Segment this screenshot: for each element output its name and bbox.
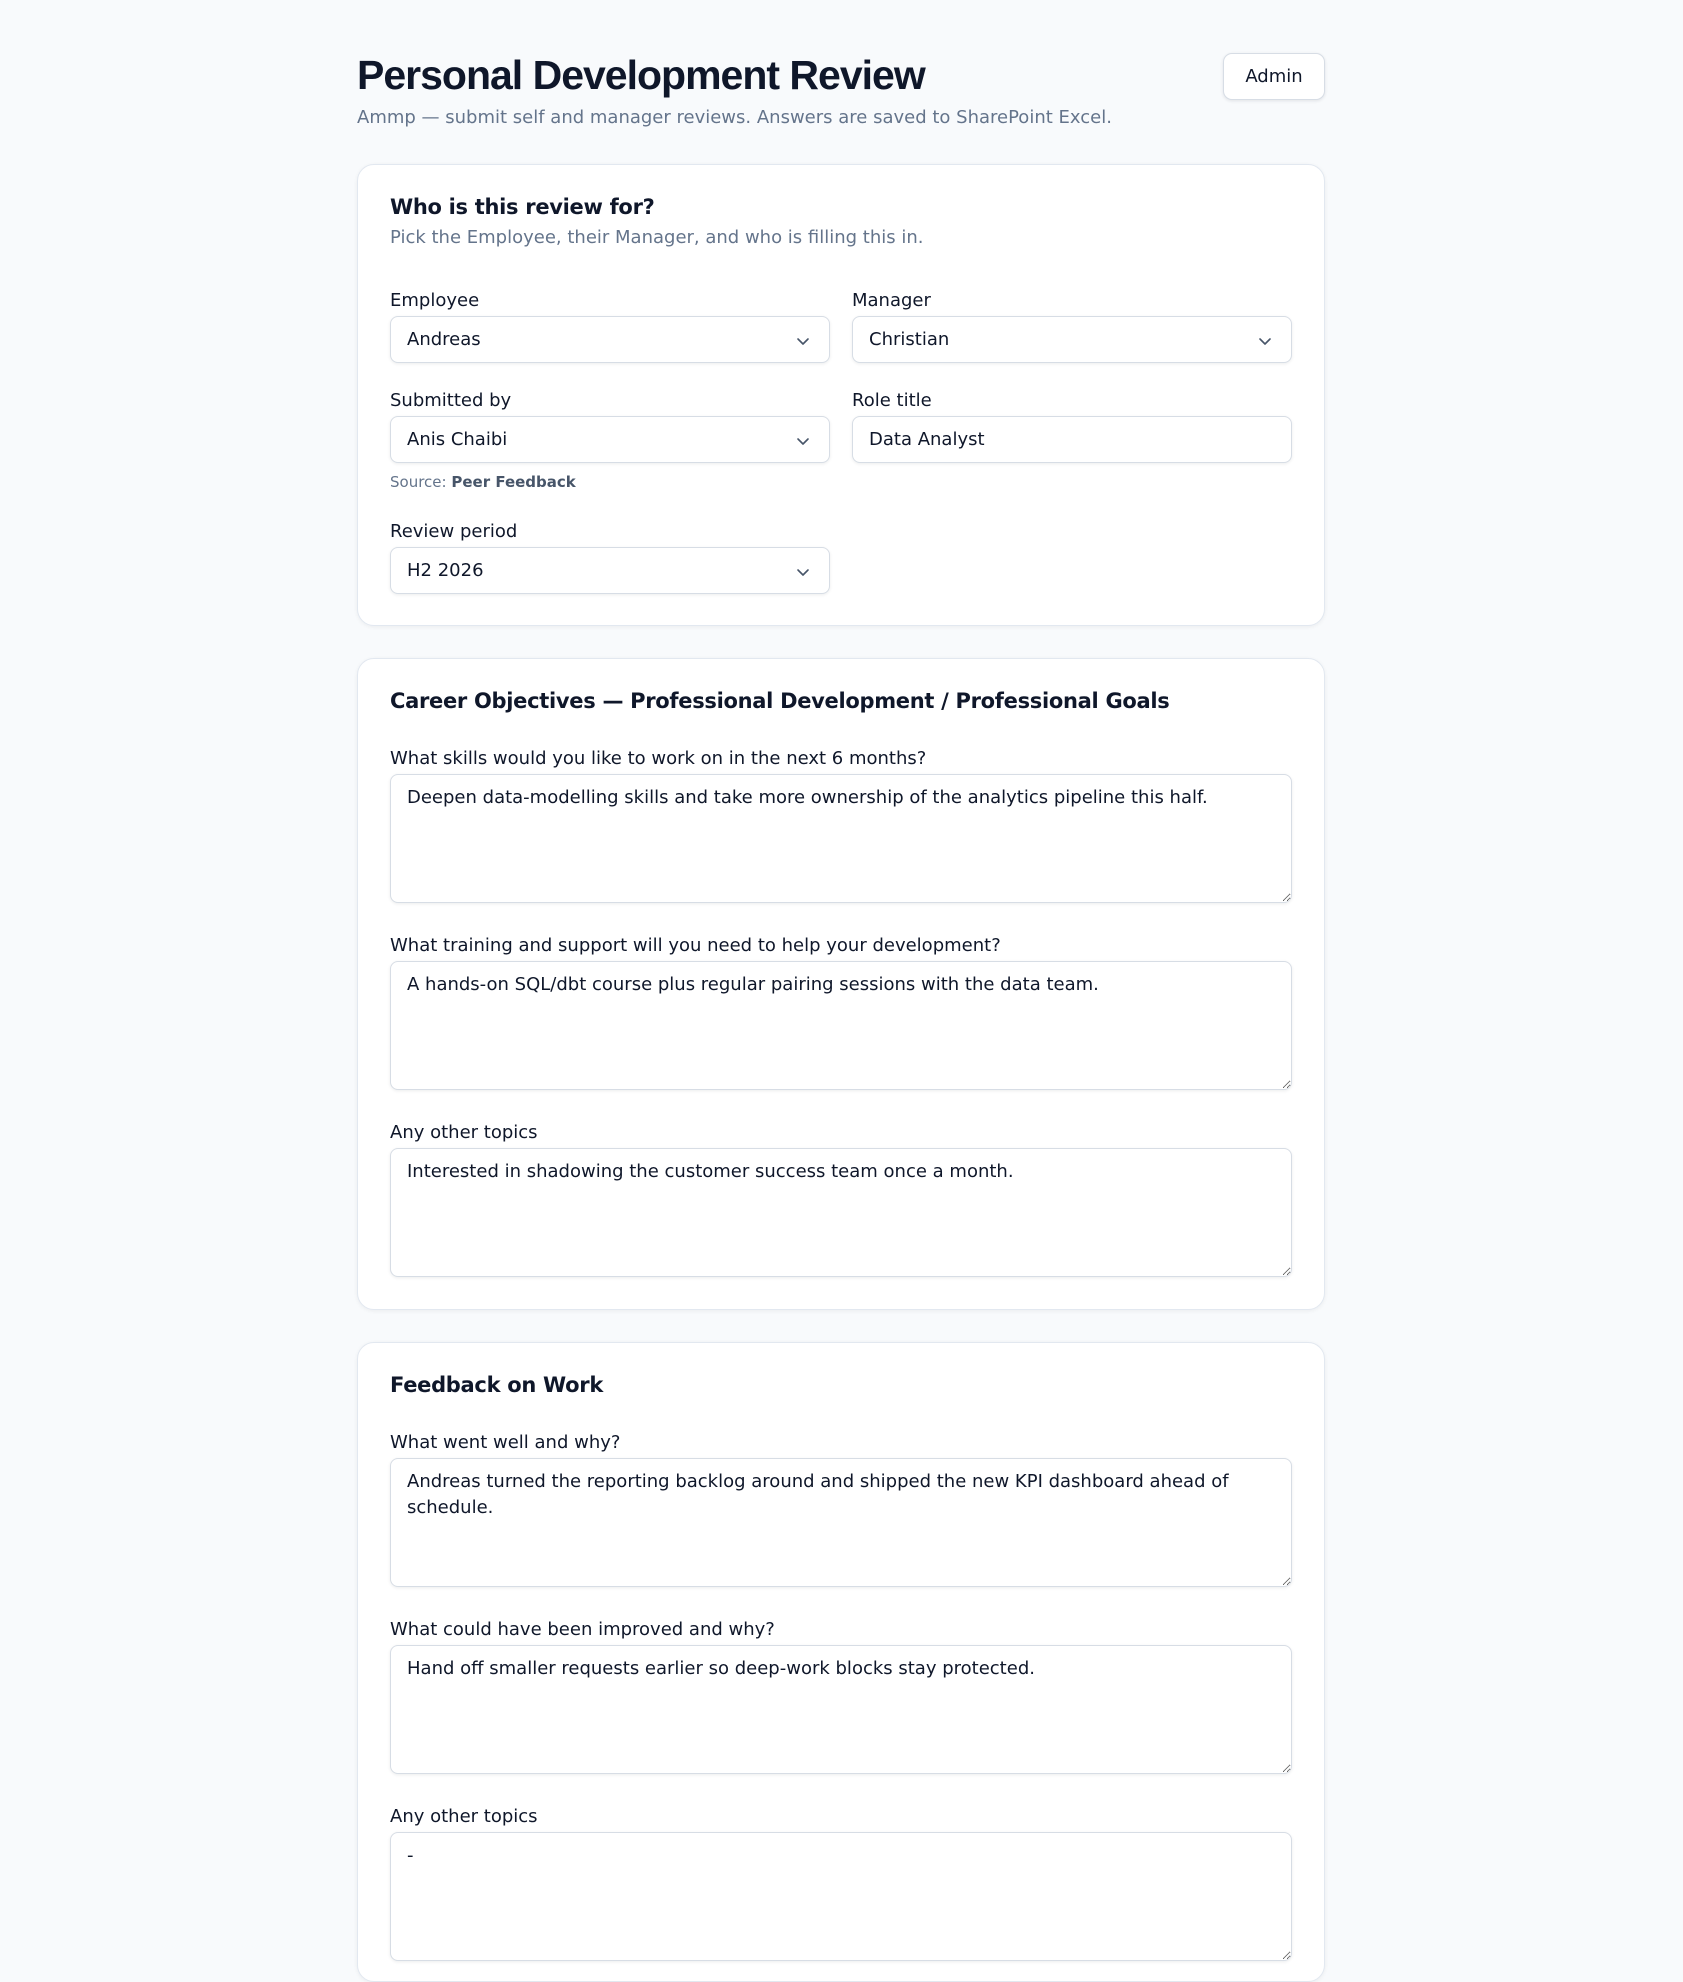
review-target-card [357,164,1325,626]
training-answer-textarea[interactable] [390,961,1292,1090]
feedback-other-topics-textarea[interactable] [390,1832,1292,1961]
employee-select[interactable] [390,316,830,363]
training-question-label: What training and support will you need to help your development? [390,935,1001,956]
chevron-down-icon [795,433,811,449]
review-period-select[interactable] [390,547,830,594]
chevron-down-icon [795,564,811,580]
review-period-select-value: H2 2026 [407,560,484,581]
manager-select-value: Christian [869,329,950,350]
career-objectives-title: Career Objectives — Professional Development / Professional Goals [390,689,1170,713]
career-other-topics-textarea[interactable] [390,1148,1292,1277]
page-subtitle: Ammp — submit self and manager reviews. Answers are saved to SharePoint Excel. [357,107,1112,128]
skills-question-label: What skills would you like to work on in the next 6 months? [390,748,927,769]
feedback-on-work-card [357,1342,1325,1982]
page-header [357,0,1325,164]
went-well-answer-textarea[interactable] [390,1458,1292,1587]
source-note [390,473,576,491]
skills-answer-textarea[interactable] [390,774,1292,903]
submitted-by-select[interactable] [390,416,830,463]
improved-question-label: What could have been improved and why? [390,1619,775,1640]
page-container [357,0,1325,1827]
review-target-title: Who is this review for? [390,195,655,219]
improved-answer-textarea[interactable] [390,1645,1292,1774]
review-period-label: Review period [390,521,518,542]
employee-select-value: Andreas [407,329,481,350]
career-other-topics-label: Any other topics [390,1122,538,1143]
chevron-down-icon [1257,333,1273,349]
source-prefix: Source: [390,473,447,491]
feedback-on-work-title: Feedback on Work [390,1373,603,1397]
review-target-description: Pick the Employee, their Manager, and who is filling this in. [390,227,924,248]
manager-label: Manager [852,290,931,311]
submitted-by-select-value: Anis Chaibi [407,429,508,450]
career-objectives-card [357,658,1325,1310]
went-well-question-label: What went well and why? [390,1432,621,1453]
submitted-by-label: Submitted by [390,390,512,411]
source-value: Peer Feedback [451,473,576,491]
feedback-other-topics-label: Any other topics [390,1806,538,1827]
chevron-down-icon [795,333,811,349]
admin-button[interactable]: Admin [1223,53,1325,100]
page-title: Personal Development Review [357,52,925,98]
role-title-input[interactable] [852,416,1292,463]
manager-select[interactable] [852,316,1292,363]
employee-label: Employee [390,290,480,311]
role-title-label: Role title [852,390,932,411]
